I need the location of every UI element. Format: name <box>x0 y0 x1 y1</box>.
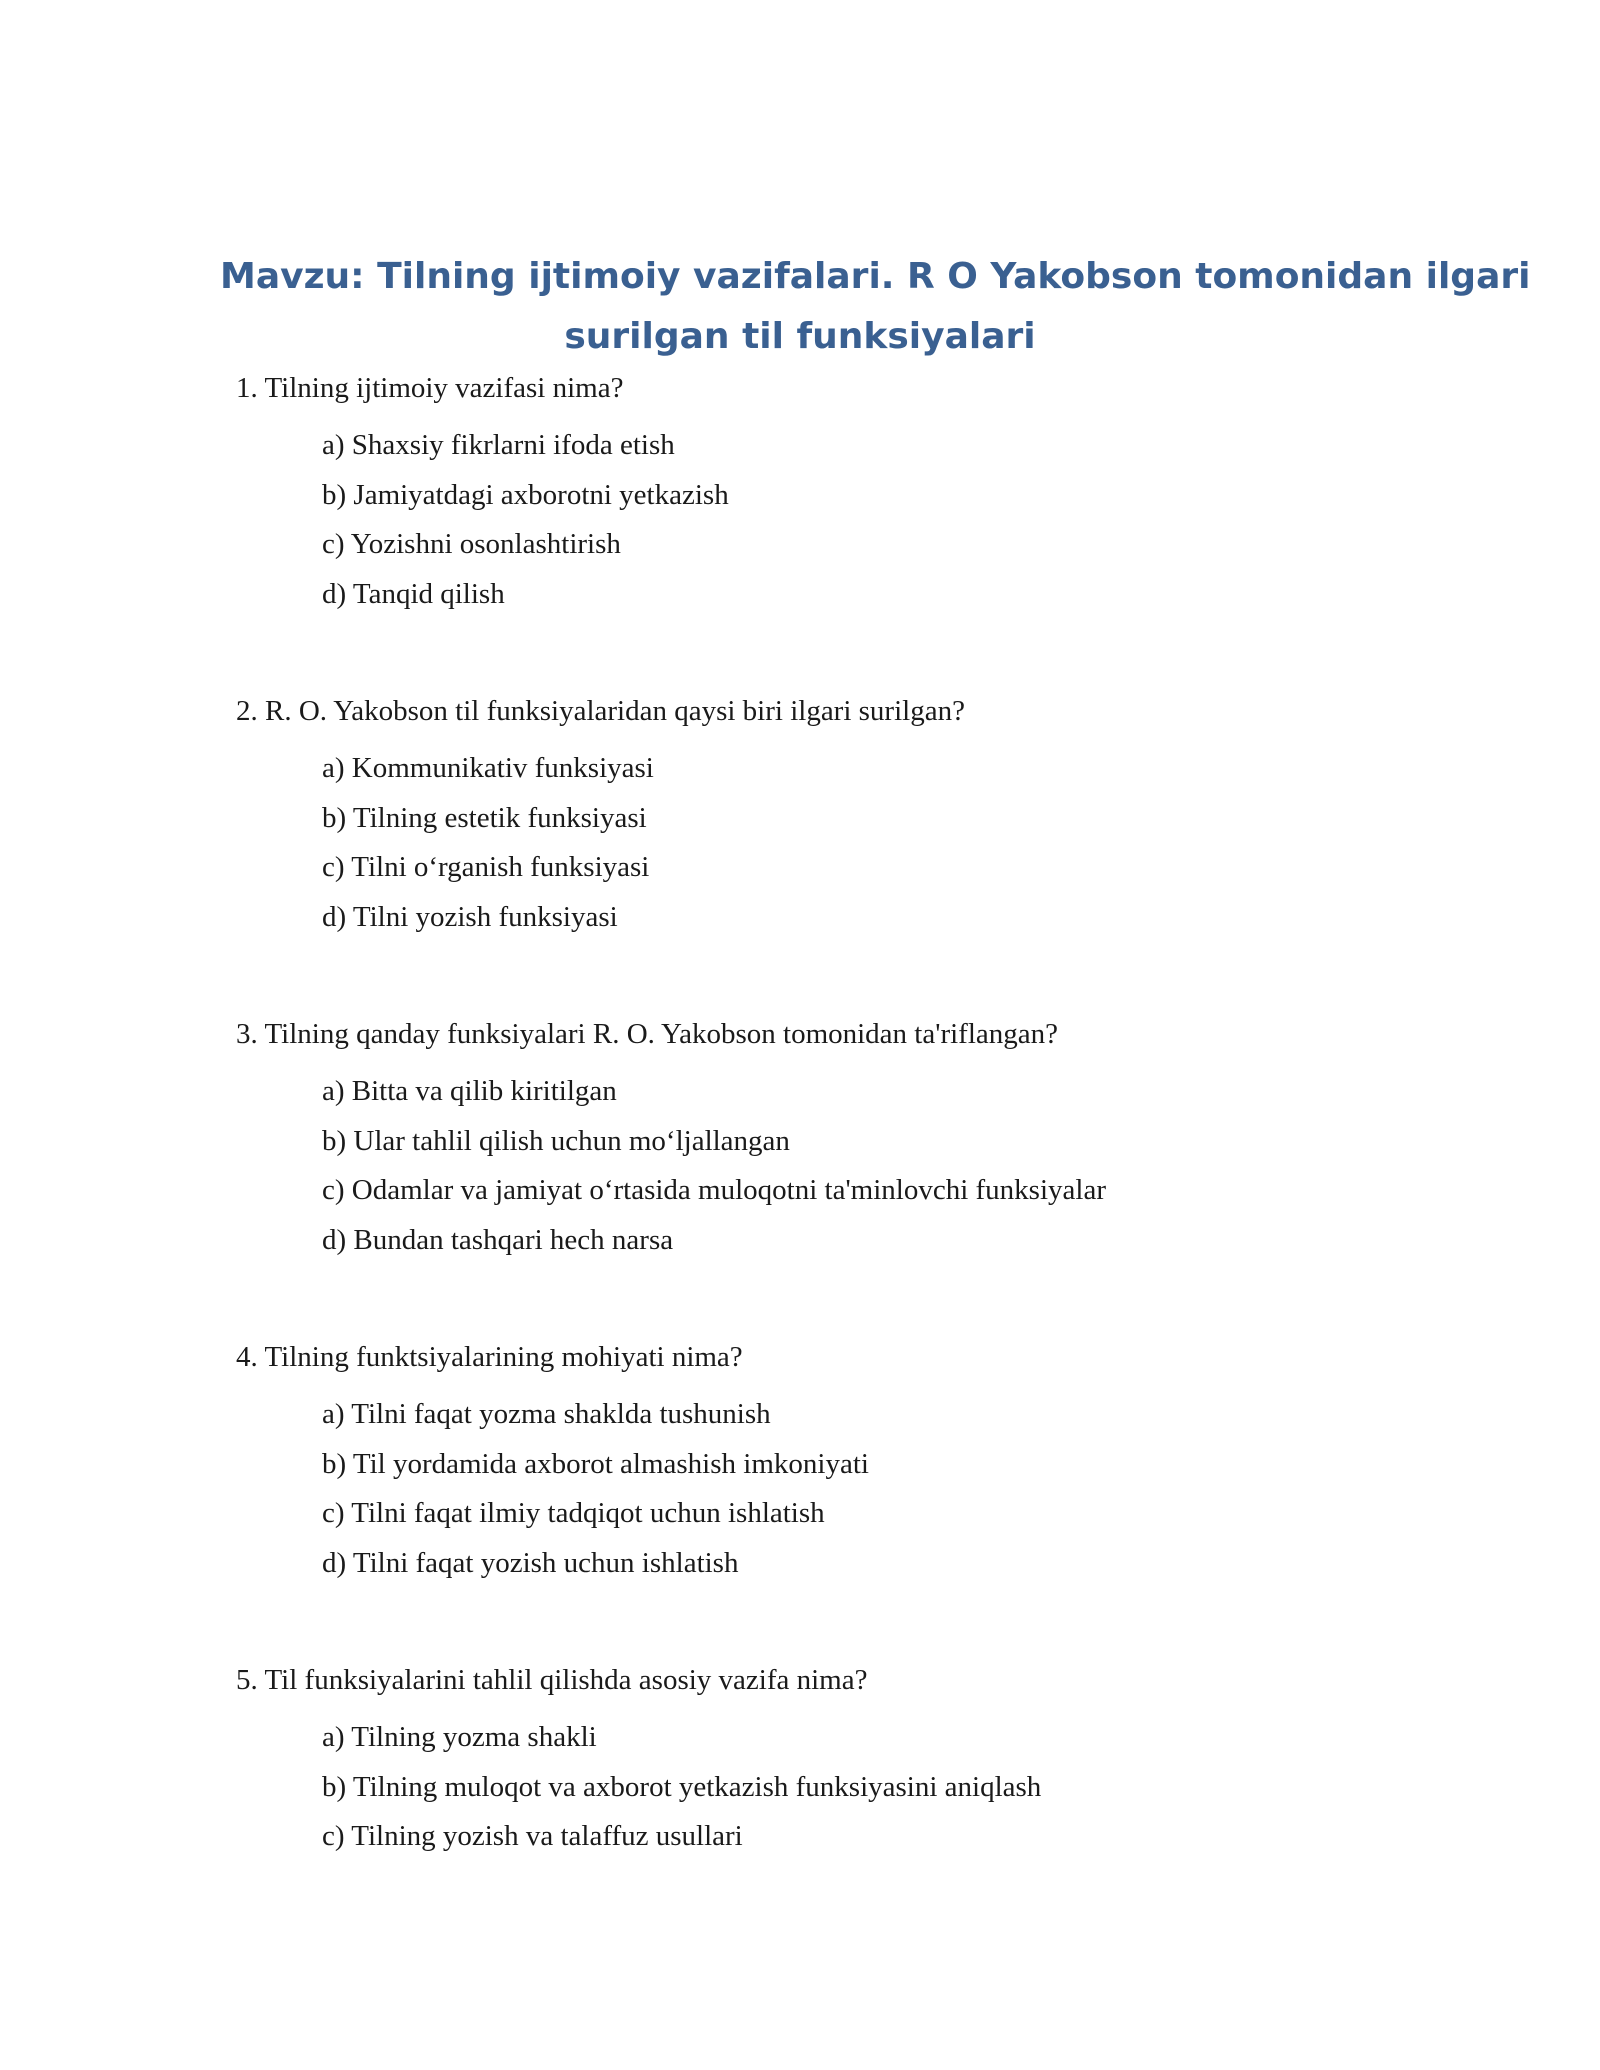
question-3 <box>236 1012 1486 1335</box>
answer-option-b: b) Ular tahlil qilish uchun mo‘ljallangan <box>322 1124 790 1157</box>
question-list <box>236 366 1486 1981</box>
question-1 <box>236 366 1486 689</box>
answer-option-c: c) Yozishni osonlashtirish <box>322 528 621 560</box>
page-title <box>220 247 1531 367</box>
answer-option-c: c) Tilni o‘rganish funksiyasi <box>322 851 650 883</box>
answer-option-b: b) Tilning estetik funksiyasi <box>322 801 647 834</box>
answer-option-a: a) Shaxsiy fikrlarni ifoda etish <box>322 429 675 461</box>
answer-option-c: c) Odamlar va jamiyat o‘rtasida muloqotni ta'minlovchi funksiyalar <box>322 1174 1106 1206</box>
answer-options <box>322 1715 1041 1864</box>
title-line-1: Mavzu: Tilning ijtimoiy vazifalari. R O Yakobson tomonidan ilgari <box>220 256 1531 297</box>
answer-option-c: c) Tilning yozish va talaffuz usullari <box>322 1820 743 1852</box>
question-text: 1. Tilning ijtimoiy vazifasi nima? <box>236 372 624 404</box>
answer-option-b: b) Jamiyatdagi axborotni yetkazish <box>322 478 729 511</box>
answer-option-b: b) Til yordamida axborot almashish imkoniyati <box>322 1447 869 1480</box>
answer-option-d: d) Tilni faqat yozish uchun ishlatish <box>322 1546 739 1579</box>
question-text: 2. R. O. Yakobson til funksiyalaridan qaysi biri ilgari surilgan? <box>236 695 965 727</box>
answer-options <box>322 1069 1106 1267</box>
title-line-2: surilgan til funksiyalari <box>564 316 1036 357</box>
question-2 <box>236 689 1486 1012</box>
answer-option-d: d) Tanqid qilish <box>322 577 505 610</box>
answer-options <box>322 423 729 621</box>
answer-option-d: d) Bundan tashqari hech narsa <box>322 1223 674 1256</box>
answer-option-b: b) Tilning muloqot va axborot yetkazish funksiyasini aniqlash <box>322 1770 1042 1803</box>
question-4 <box>236 1335 1486 1658</box>
answer-option-a: a) Bitta va qilib kiritilgan <box>322 1075 617 1107</box>
question-text: 4. Tilning funktsiyalarining mohiyati nima? <box>236 1341 743 1373</box>
answer-option-c: c) Tilni faqat ilmiy tadqiqot uchun ishlatish <box>322 1497 825 1529</box>
answer-option-a: a) Tilni faqat yozma shaklda tushunish <box>322 1398 771 1430</box>
question-5 <box>236 1658 1486 1981</box>
question-text: 5. Til funksiyalarini tahlil qilishda asosiy vazifa nima? <box>236 1664 868 1696</box>
answer-options <box>322 746 654 944</box>
answer-options <box>322 1392 869 1590</box>
question-text: 3. Tilning qanday funksiyalari R. O. Yakobson tomonidan ta'riflangan? <box>236 1018 1058 1050</box>
answer-option-a: a) Kommunikativ funksiyasi <box>322 752 654 784</box>
answer-option-a: a) Tilning yozma shakli <box>322 1721 597 1753</box>
answer-option-d: d) Tilni yozish funksiyasi <box>322 900 618 933</box>
